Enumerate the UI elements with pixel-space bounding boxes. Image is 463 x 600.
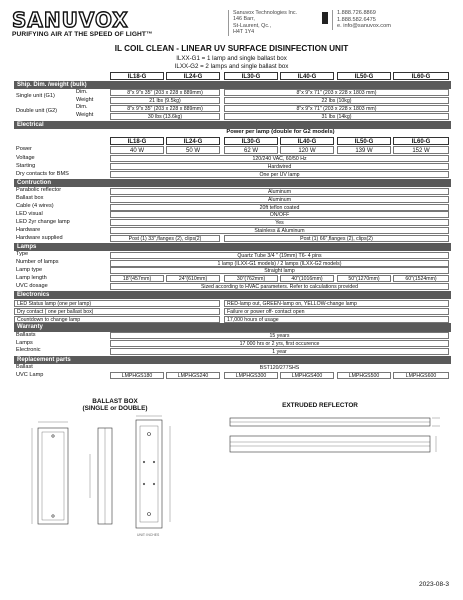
section-construction: Contruction — [14, 179, 451, 187]
value-cell: 139 W — [337, 146, 391, 154]
lamp-shape-row — [14, 267, 451, 275]
value-cell: LMPHGS600 — [393, 372, 449, 379]
model-cell: IL30-G — [224, 137, 278, 145]
section-electronics: Electronics — [14, 291, 451, 299]
power-note: Power per lamp (double for G2 models) — [226, 128, 335, 135]
lamp-length-row — [14, 275, 451, 283]
logo-wordmark: SANUVOX — [12, 8, 129, 32]
row-label: Type — [16, 251, 29, 258]
row-label: Cable (4 wires) — [16, 203, 54, 209]
construction-row — [14, 227, 451, 235]
value-cell: 18"(457mm) — [110, 275, 164, 282]
value-cell: 8"x 9"x 71" (203 x 228 x 1803 mm) — [224, 89, 449, 96]
value-cell: 120/240 VAC, 60/50 Hz — [110, 155, 449, 162]
model-cell: IL18-G — [110, 137, 164, 145]
section-replacement: Replacement parts — [14, 356, 451, 364]
value-cell: 17 000 hrs or 2 yrs, first occurence — [110, 340, 449, 347]
construction-row — [14, 187, 451, 195]
warranty-row — [14, 340, 451, 348]
bms-row — [14, 171, 451, 179]
weight-label: Weight — [76, 112, 94, 119]
value-cell: Stainless & Aluminum — [110, 227, 449, 234]
value-cell: 8"x 9"x 35" (203 x 228 x 889mm) — [110, 105, 220, 112]
value-cell: Hardwired — [110, 163, 449, 170]
value-cell: BST120/277SHS — [259, 364, 300, 371]
construction-row — [14, 219, 451, 227]
row-label: Parabolic reflector — [16, 187, 62, 194]
value-cell: 31 lbs (14kg) — [224, 113, 449, 120]
row-label: LED 2yr change lamp — [16, 218, 70, 225]
value-cell: 152 W — [393, 146, 449, 154]
construction-row — [14, 203, 451, 211]
construction-row — [14, 195, 451, 203]
value-cell: 50 W — [166, 146, 220, 154]
value-cell: 1 lamp (ILXX-G1 models) / 2 lamps (ILXX-G2 models) — [110, 260, 449, 267]
row-label: Hardware — [16, 226, 41, 233]
model-header-row-2 — [14, 137, 451, 146]
ballast-box-title: BALLAST BOX (SINGLE or DOUBLE) — [82, 398, 148, 412]
value-cell: 21 lbs (9.5kg) — [110, 97, 220, 104]
company-address: Sanuvox Technologies Inc. 146 Barr, St-Laurent, Qc., H4T 1Y4 — [228, 10, 297, 36]
uvc-dosage-row — [14, 283, 451, 291]
row-label: Hardware supplied — [16, 234, 63, 241]
model-cell: IL24-G — [166, 72, 220, 80]
ballast-part-row — [14, 364, 451, 372]
value-cell: Quartz Tube 3/4 " (19mm) T6- 4 pins — [110, 252, 449, 259]
model-cell: IL24-G — [166, 137, 220, 145]
value-cell: 8"x 9"x 35" (203 x 228 x 889mm) — [110, 89, 220, 96]
value-cell: 40"(1016mm) — [280, 275, 334, 282]
value-cell: Post (1) 33",flanges (2), clips(2) — [110, 235, 220, 242]
value-cell: 120 W — [280, 146, 334, 154]
label-cell: Countdown to change lamp — [14, 316, 220, 323]
value-cell: Post (1) 66",flanges (2), clips(2) — [224, 235, 449, 242]
row-label: Electronic — [16, 347, 41, 354]
value-cell: 40 W — [110, 146, 164, 154]
document-title: IL COIL CLEAN - LINEAR UV SURFACE DISINFECTION UNIT — [114, 44, 349, 53]
row-label: UVC dosage — [16, 282, 48, 289]
value-cell: Failure or power off- contact open — [224, 308, 449, 315]
logo-tagline: PURIFYING AIR AT THE SPEED OF LIGHT™ — [12, 31, 153, 38]
value-cell: 1 year — [110, 348, 449, 355]
model-cell: IL60-G — [393, 72, 449, 80]
row-label: Lamps — [16, 339, 33, 346]
row-label: Starting — [16, 162, 36, 169]
electronics-row — [14, 315, 451, 323]
model-cell: IL40-G — [280, 72, 334, 80]
value-cell: LMPHGS500 — [337, 372, 391, 379]
reflector-title: EXTRUDED REFLECTOR — [282, 402, 358, 409]
value-cell: 30"(762mm) — [224, 275, 278, 282]
value-cell: LMPHGS180 — [110, 372, 164, 379]
value-cell: 24"(610mm) — [166, 275, 220, 282]
value-cell: 22 lbs (10kg) — [224, 97, 449, 104]
ballast-box-drawing — [20, 414, 220, 539]
value-cell: 20ft teflon coated — [110, 204, 449, 211]
value-cell: RED-lamp out, GREEN-lamp on, YELLOW-change lamp — [224, 300, 449, 307]
section-lamps: Lamps — [14, 243, 451, 251]
contact-logo-icon — [322, 12, 328, 24]
value-cell: Sized according to HVAC parameters. Refer to calculations provided — [110, 283, 449, 290]
dim-label: Dim. — [76, 88, 88, 95]
section-ship: Ship. Dim. /weight (bulk) — [14, 81, 451, 89]
voltage-row — [14, 155, 451, 163]
row-label: Dry contacts for BMS — [16, 170, 69, 177]
row-label: Ballasts — [16, 331, 36, 338]
value-cell: Aluminum — [110, 188, 449, 195]
weight-label: Weight — [76, 96, 94, 103]
single-unit-row — [14, 89, 451, 105]
value-cell: ON/OFF — [110, 211, 449, 218]
model-cell: IL60-G — [393, 137, 449, 145]
row-label: Ballast — [16, 364, 33, 370]
row-label: Number of lamps — [16, 259, 59, 266]
page-header — [10, 8, 455, 42]
value-cell: One per UV lamp — [110, 171, 449, 178]
lamp-number-row — [14, 259, 451, 267]
uvc-lamp-part-row — [14, 372, 451, 380]
model-header-row — [14, 71, 451, 80]
construction-row — [14, 211, 451, 219]
row-label: Lamp type — [16, 266, 43, 273]
warranty-row — [14, 347, 451, 355]
value-cell: Yes — [110, 219, 449, 226]
model-cell: IL40-G — [280, 137, 334, 145]
double-unit-row — [14, 104, 451, 120]
value-cell: 50"(1270mm) — [337, 275, 391, 282]
warranty-row — [14, 332, 451, 340]
model-cell: IL50-G — [337, 137, 391, 145]
spec-table — [14, 71, 451, 380]
model-cell: IL18-G — [110, 72, 164, 80]
row-label: Single unit (G1) — [16, 92, 55, 99]
starting-row — [14, 163, 451, 171]
value-cell: LMPHGS300 — [224, 372, 278, 379]
section-warranty: Warranty — [14, 323, 451, 331]
sanuvox-logo — [10, 8, 200, 42]
value-cell: LMPHGS240 — [166, 372, 220, 379]
value-cell: 8"x 9"x 71" (203 x 228 x 1803 mm) — [224, 105, 449, 112]
row-label: Voltage — [16, 154, 35, 161]
hardware-supplied-row — [14, 235, 451, 243]
value-cell: Straight lamp — [110, 267, 449, 274]
power-row — [14, 146, 451, 155]
row-label: LED visual — [16, 210, 43, 217]
document-date: 2023-08-3 — [418, 581, 449, 588]
value-cell: 62 W — [224, 146, 278, 154]
g1-description: ILXX-G1 = 1 lamp and single ballast box — [176, 55, 287, 62]
value-cell: Aluminum — [110, 196, 449, 203]
value-cell: 15 years — [110, 332, 449, 339]
electronics-row — [14, 307, 451, 315]
model-cell: IL30-G — [224, 72, 278, 80]
row-label: Power — [16, 145, 32, 152]
electronics-row — [14, 299, 451, 307]
units-note: UNIT: INCHES — [137, 533, 160, 537]
dim-label: Dim. — [76, 104, 88, 111]
label-cell: Dry contact ( one per ballast box) — [14, 308, 220, 315]
section-electrical: Electrical — [14, 121, 451, 129]
value-cell: 60"(1524mm) — [393, 275, 449, 282]
label-cell: LED Status lamp (one per lamp) — [14, 300, 220, 307]
value-cell: 30 lbs (13.6kg) — [110, 113, 220, 120]
lamp-type-row — [14, 251, 451, 259]
company-contact: 1.888.726.8869 1.888.582.6475 e. info@sanuvox.com — [332, 10, 391, 30]
value-cell: 17,000 hours of usage — [224, 316, 449, 323]
g2-description: ILXX-G2 = 2 lamps and single ballast box — [174, 63, 289, 70]
value-cell: LMPHGS400 — [280, 372, 334, 379]
row-label: Ballast box — [16, 195, 44, 202]
row-label: Lamp length — [16, 274, 47, 281]
reflector-drawing — [226, 414, 451, 464]
model-cell: IL50-G — [337, 72, 391, 80]
row-label: Double unit (G2) — [16, 108, 58, 115]
row-label: UVC Lamp — [16, 371, 44, 378]
